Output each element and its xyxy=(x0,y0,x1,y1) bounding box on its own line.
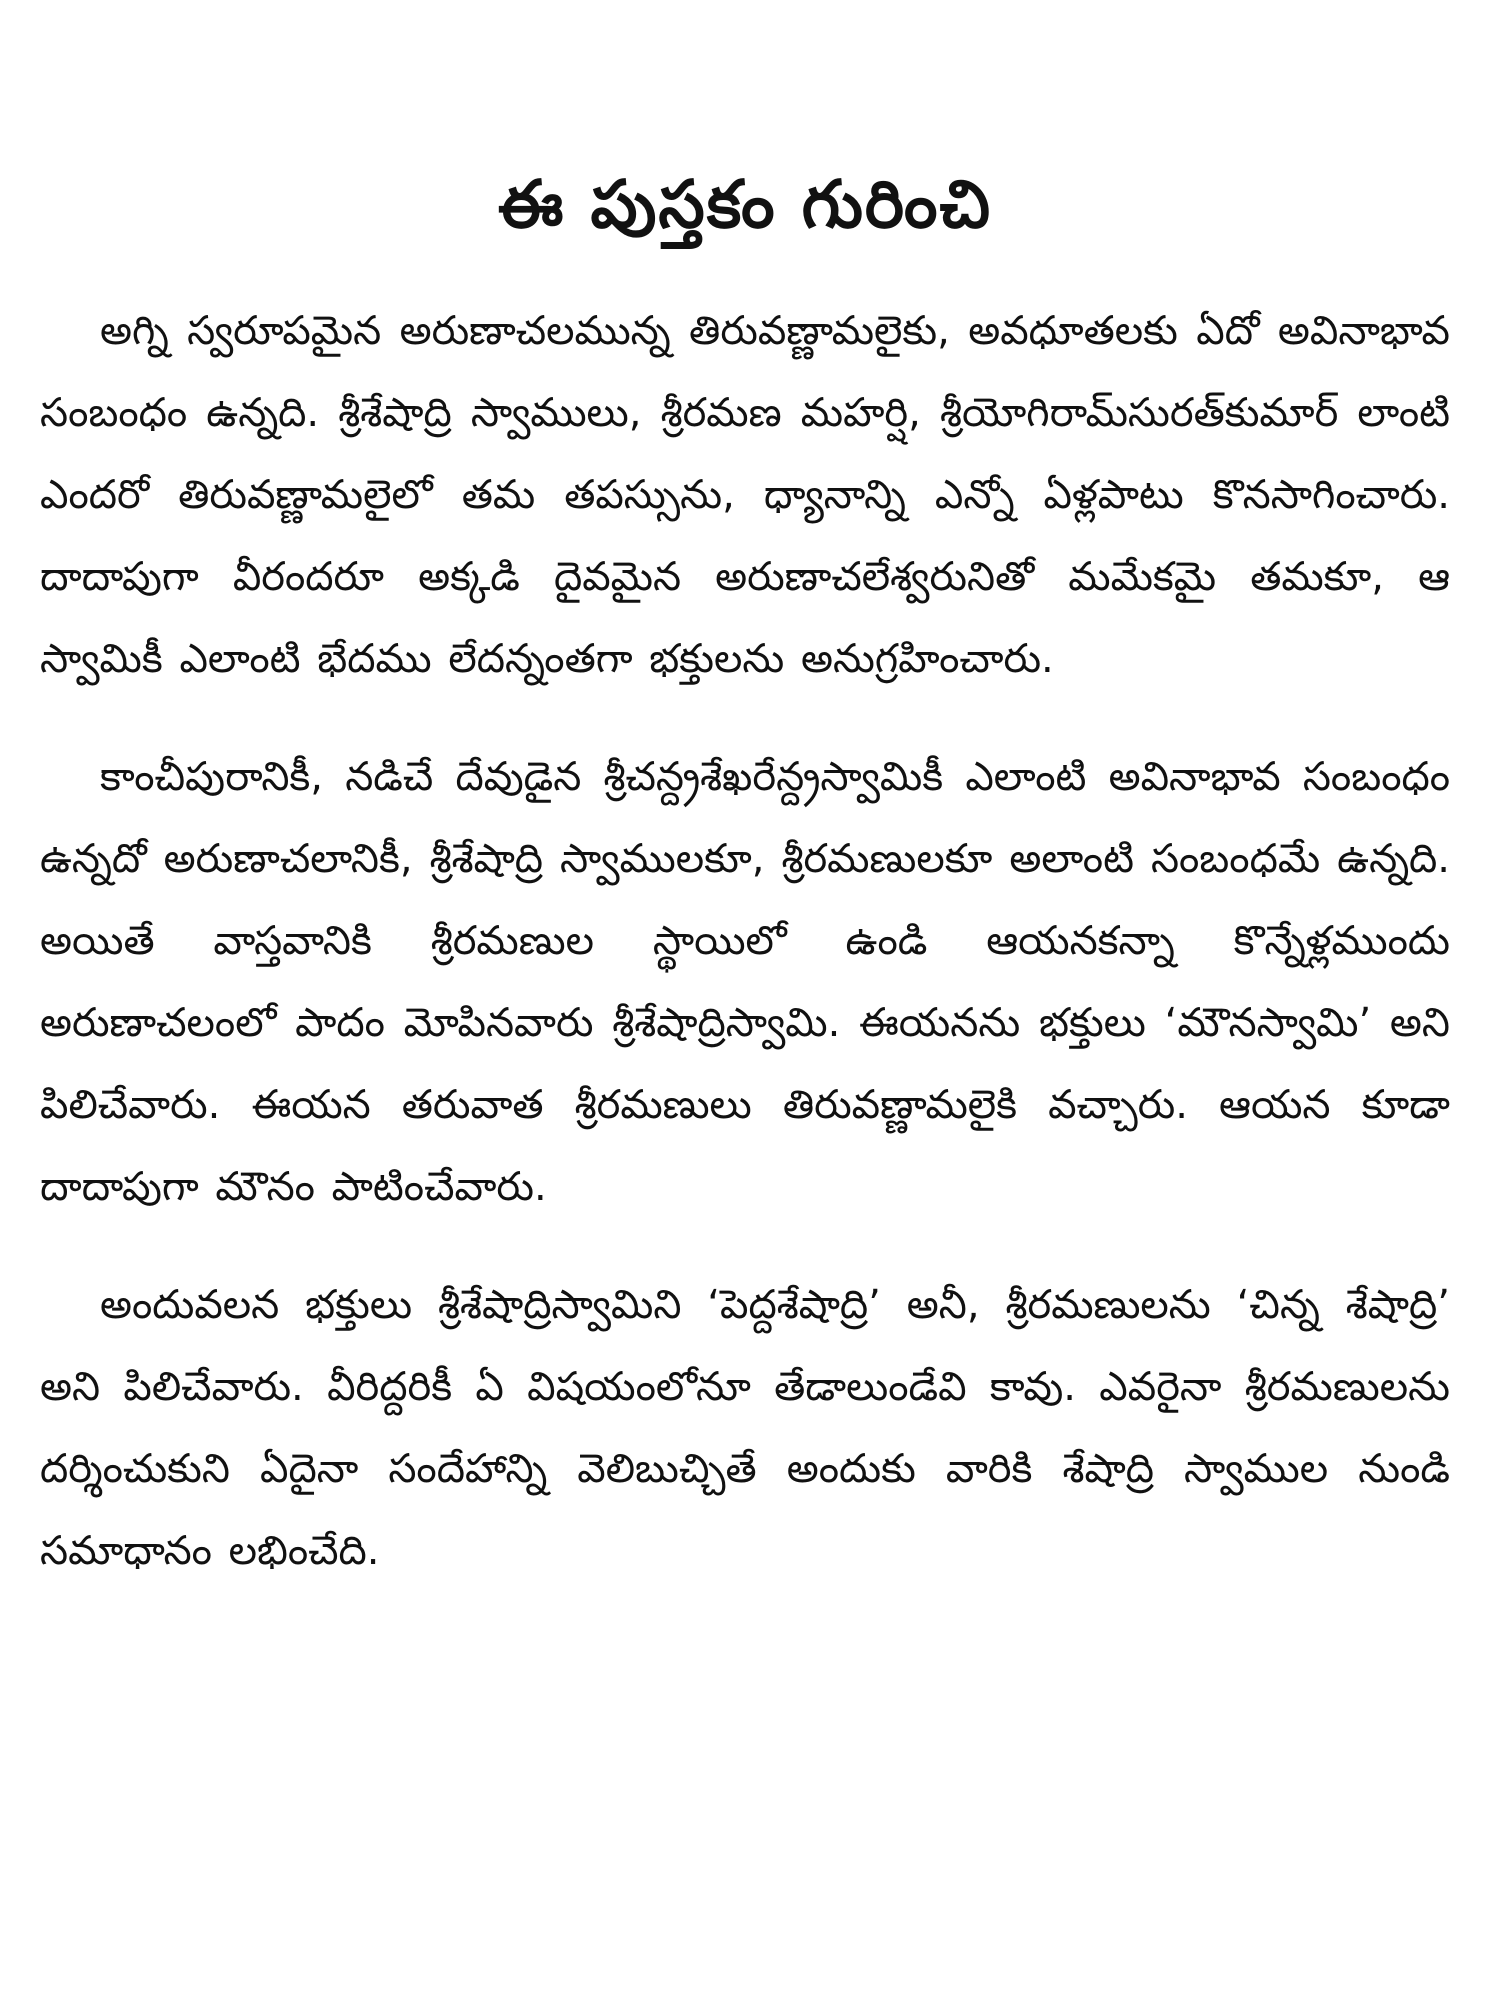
paragraph-3: అందువలన భక్తులు శ్రీశేషాద్రిస్వామిని ‘పెద్దశేషాద్రి’ అనీ, శ్రీరమణులను ‘చిన్న శేషాద్రి’ అని పిలిచేవారు. వీరిద్దరికీ ఏ విషయంలోనూ తేడాలుండేవి కావు. ఎవరైనా శ్రీరమణులను దర్శించుకుని ఏదైనా సందేహాన్ని వెలిబుచ్చితే అందుకు వారికి శేషాద్రి స్వాముల నుండి సమాధానం లభించేది. xyxy=(40,1282,1450,1574)
document-page xyxy=(40,150,1450,1950)
paragraph-1: అగ్ని స్వరూపమైన అరుణాచలమున్న తిరువణ్ణామలైకు, అవధూతలకు ఏదో అవినాభావ సంబంధం ఉన్నది. శ్రీశేషాద్రి స్వాములు, శ్రీరమణ మహర్షి, శ్రీయోగిరామ్‌సురత్‌కుమార్ లాంటి ఎందరో తిరువణ్ణామలైలో తమ తపస్సును, ధ్యానాన్ని ఎన్నో ఏళ్లపాటు కొనసాగించారు. దాదాపుగా వీరందరూ అక్కడి దైవమైన అరుణాచలేశ్వరునితో మమేకమై తమకూ, ఆ స్వామికీ ఎలాంటి భేదము లేదన్నంతగా భక్తులను అనుగ్రహించారు. xyxy=(40,308,1450,682)
paragraph-2: కాంచీపురానికీ, నడిచే దేవుడైన శ్రీచన్ద్రశేఖరేన్ద్రస్వామికీ ఎలాంటి అవినాభావ సంబంధం ఉన్నదో అరుణాచలానికీ, శ్రీశేషాద్రి స్వాములకూ, శ్రీరమణులకూ అలాంటి సంబంధమే ఉన్నది. అయితే వాస్తవానికి శ్రీరమణుల స్థాయిలో ఉండి ఆయనకన్నా కొన్నేళ్లముందు అరుణాచలంలో పాదం మోపినవారు శ్రీశేషాద్రిస్వామి. ఈయనను భక్తులు ‘మౌనస్వామి’ అని పిలిచేవారు. ఈయన తరువాత శ్రీరమణులు తిరువణ్ణామలైకి వచ్చారు. ఆయన కూడా దాదాపుగా మౌనం పాటించేవారు. xyxy=(40,754,1450,1210)
page-title: ఈ పుస్తకం గురించి xyxy=(497,166,993,243)
